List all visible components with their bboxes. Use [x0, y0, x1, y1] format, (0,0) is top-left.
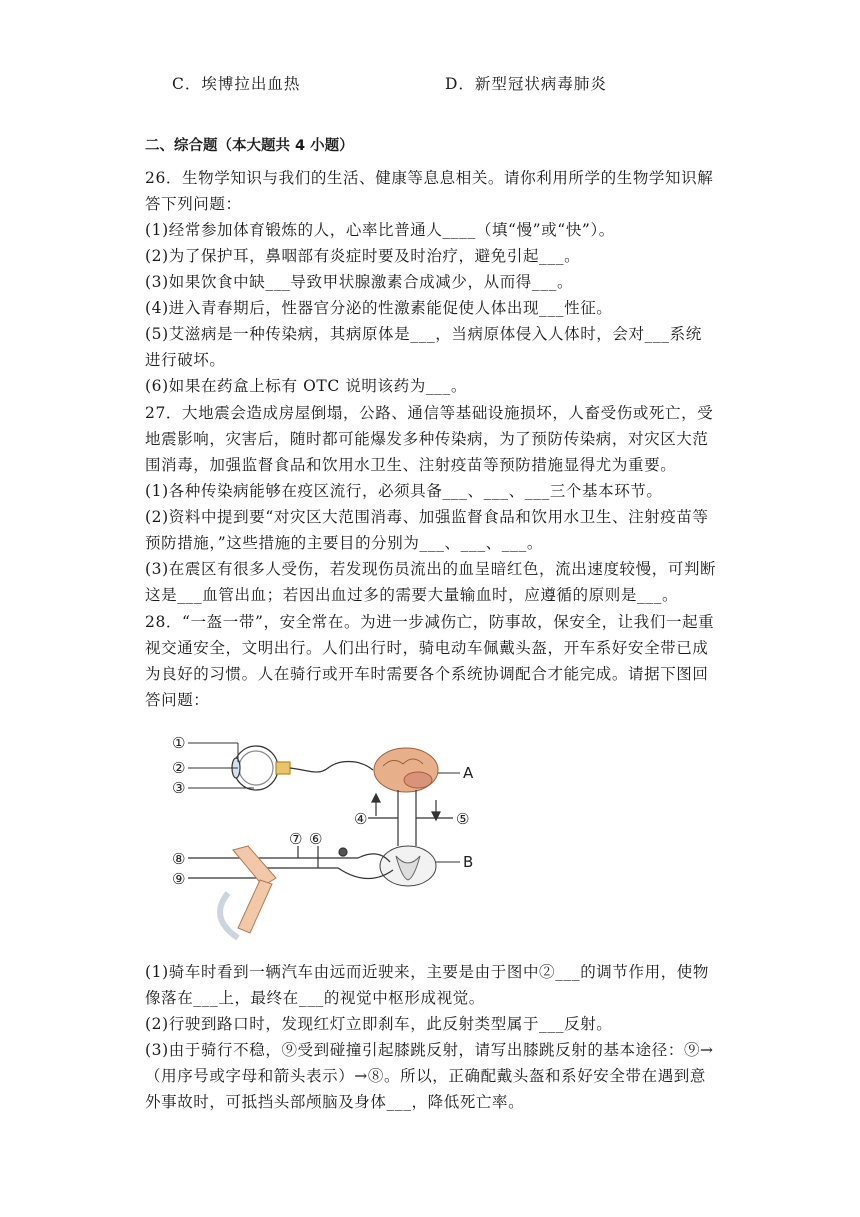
text-line: (1)骑车时看到一辆汽车由远而近驶来，主要是由于图中②___的调节作用，使物: [145, 963, 710, 981]
label-6: ⑥: [309, 830, 323, 848]
text-line: 答下列问题：: [145, 195, 242, 213]
text-line: (3)如果饮食中缺___导致甲状腺激素合成减少，从而得___。: [145, 273, 574, 291]
label-4: ④: [354, 810, 368, 828]
text-line: 进行破坏。: [145, 351, 226, 369]
text-line: 26．生物学知识与我们的生活、健康等息息相关。请你利用所学的生物学知识解: [145, 169, 714, 187]
text-line: 像落在___上，最终在___的视觉中枢形成视觉。: [145, 989, 485, 1007]
text-line: (3)由于骑行不稳，⑨受到碰撞引起膝跳反射，请写出膝跳反射的基本途径：⑨→: [145, 1041, 714, 1059]
label-a: A: [463, 764, 474, 782]
text-line: (2)资料中提到要“对灾区大范围消毒、加强监督食品和饮用水卫生、注射疫苗等: [145, 508, 709, 526]
text-line: 为良好的习惯。人在骑行或开车时需要各个系统协调配合才能完成。请据下图回: [145, 665, 709, 683]
leg-drawing: [220, 846, 276, 938]
text-line: (1)经常参加体育锻炼的人，心率比普通人____（填“慢”或“快”）。: [145, 221, 615, 239]
text-line: (5)艾滋病是一种传染病，其病原体是___，当病原体侵入人体时，会对___系统: [145, 325, 702, 343]
spinal-cord-drawing: [380, 846, 460, 886]
reflex-arc-figure: [168, 728, 488, 948]
text-line: (1)各种传染病能够在疫区流行，必须具备___、___、___三个基本环节。: [145, 482, 663, 500]
text-line: 27．大地震会造成房屋倒塌，公路、通信等基础设施损坏，人畜受伤或死亡，受: [145, 404, 714, 422]
brain-drawing: [374, 748, 460, 792]
label-2: ②: [172, 759, 186, 777]
label-5: ⑤: [456, 810, 470, 828]
option-c: C．埃博拉出血热: [172, 75, 301, 93]
text-line: 围消毒，加强监督食品和饮用水卫生、注射疫苗等预防措施显得尤为重要。: [145, 456, 677, 474]
text-line: 答问题：: [145, 691, 210, 709]
label-9: ⑨: [172, 870, 186, 888]
text-line: (3)在震区有很多人受伤，若发现伤员流出的血呈暗红色，流出速度较慢，可判断: [145, 560, 717, 578]
option-d: D．新型冠状病毒肺炎: [445, 75, 607, 93]
section-title: 二、综合题（本大题共 4 小题）: [145, 138, 354, 154]
text-line: 这是___血管出血；若因出血过多的需要大量输血时，应遵循的原则是___。: [145, 586, 679, 604]
text-line: 28．“一盔一带”，安全常在。为进一步减伤亡，防事故，保安全，让我们一起重: [145, 613, 715, 631]
text-line: 视交通安全，文明出行。人们出行时，骑电动车佩戴头盔，开车系好安全带已成: [145, 639, 709, 657]
text-line: 预防措施，”这些措施的主要目的分别为___、___、___。: [145, 534, 543, 552]
eye-drawing: [232, 746, 373, 790]
text-line: (6)如果在药盒上标有 OTC 说明该药为___。: [145, 377, 467, 395]
label-7: ⑦: [289, 830, 303, 848]
label-b: B: [463, 853, 474, 871]
text-line: 外事故时，可抵挡头部颅脑及身体___，降低死亡率。: [145, 1093, 525, 1111]
label-3: ③: [172, 779, 186, 797]
text-line: (2)为了保护耳，鼻咽部有炎症时要及时治疗，避免引起___。: [145, 247, 581, 265]
text-line: (4)进入青春期后，性器官分泌的性激素能促使人体出现___性征。: [145, 299, 613, 317]
label-8: ⑧: [172, 850, 186, 868]
label-1: ①: [172, 734, 186, 752]
text-line: （用序号或字母和箭头表示）→⑧。所以，正确配戴头盔和系好安全带在遇到意: [145, 1067, 706, 1085]
text-line: (2)行驶到路口时，发现红灯立即刹车，此反射类型属于___反射。: [145, 1015, 613, 1033]
text-line: 地震影响，灾害后，随时都可能爆发多种传染病，为了预防传染病，对灾区大范: [145, 430, 709, 448]
